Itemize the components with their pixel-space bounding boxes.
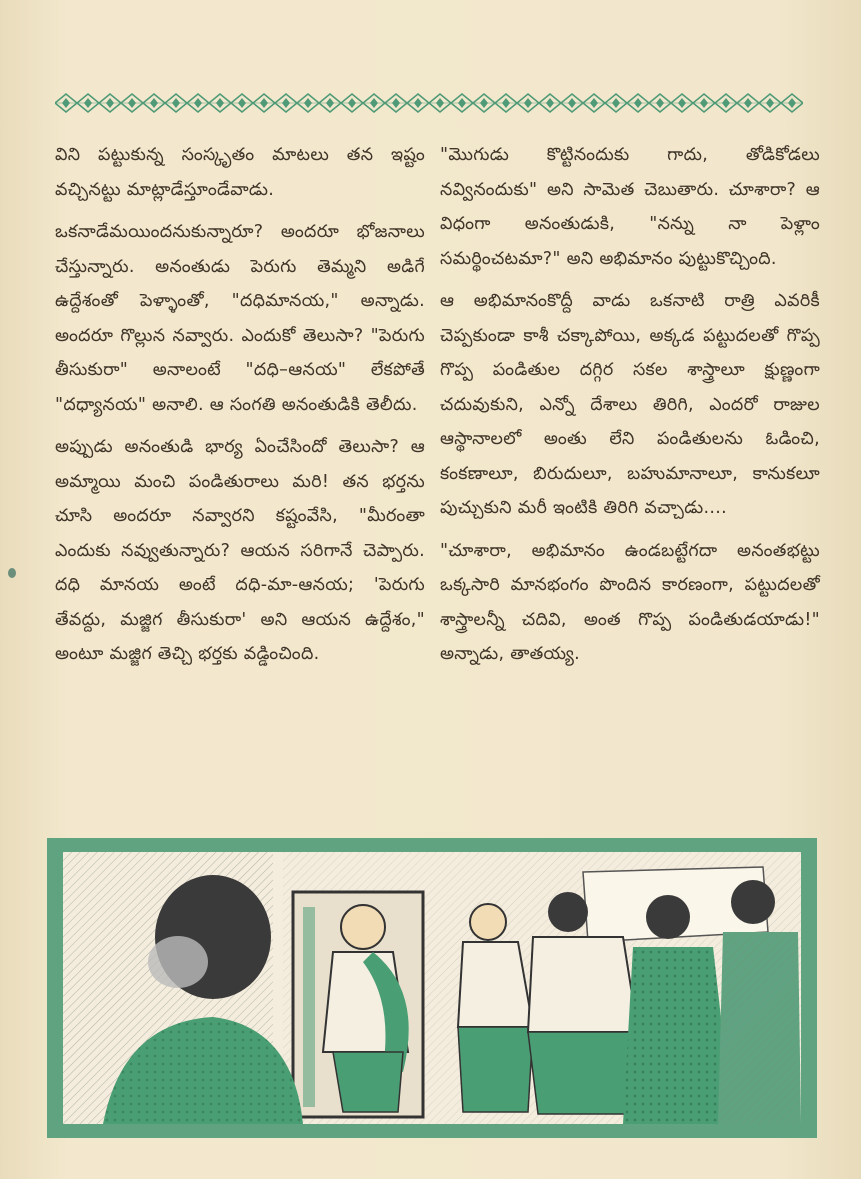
left-paragraph-3: అప్పుడు అనంతుడి భార్య ఏంచేసిందో తెలుసా? ఆ అమ్మాయి మంచి పండితురాలు మరి! తన భర్తను చూసి అందరూ నవ్వారని కష్టంవేసి, "మీరంతా ఎందుకు నవ్వుతున్నారు? ఆయన సరిగానే చెప్పారు. దధి మానయ అంటే దధి-మా-ఆనయ; 'పెరుగు తేవద్దు, మజ్జిగ తీసుకురా' అని ఆయన ఉద్దేశం," అంటూ మజ్జిగ తెచ్చి భర్తకు వడ్డించింది.	[55, 437, 425, 664]
border-pattern-icon	[55, 90, 803, 116]
left-text-column	[55, 138, 425, 680]
right-paragraph-2: ఆ అభిమానంకొద్దీ వాడు ఒకనాటి రాత్రి ఎవరికీ చెప్పకుండా కాశీ చక్కాపోయి, అక్కడ పట్టుదలతో గొప్ప గొప్ప పండితుల దగ్గిర సకల శాస్త్రాలూ క్షుణ్ణంగా చదువుకుని, ఎన్నో దేశాలు తిరిగి, ఎందరో రాజుల ఆస్థానాలలో అంతు లేని పండితులను ఓడించి, కంకణాలూ, బిరుదులూ, బహుమానాలూ, కానుకలూ పుచ్చుకుని మరీ ఇంటికి తిరిగి వచ్చాడు....	[440, 291, 820, 518]
right-paragraph-3: "చూశారా, అభిమానం ఉండబట్టేగదా అనంతభట్టు ఒక్కసారి మానభంగం పొందిన కారణంగా, పట్టుదలతో శాస్త్రాలన్నీ చదివి, అంత గొప్ప పండితుడయాడు!" అన్నాడు, తాతయ్య.	[440, 540, 820, 664]
illustration-frame	[47, 838, 817, 1138]
left-paragraph-1: విని పట్టుకున్న సంస్కృతం మాటలు తన ఇష్టం వచ్చినట్టు మాట్లాడేస్తూండేవాడు.	[55, 145, 425, 200]
illustration-scene-icon	[63, 852, 801, 1124]
decorative-border	[55, 90, 803, 116]
right-text-column	[440, 138, 820, 680]
page-mark	[8, 568, 16, 578]
right-paragraph-1: "మొగుడు కొట్టినందుకు గాదు, తోడికోడలు నవ్వినందుకు" అని సామెత చెబుతారు. చూశారా? ఆ విధంగా అనంతుడుకి, "నన్ను నా పెళ్లాం సమర్థించటమా?" అని అభిమానం పుట్టుకొచ్చింది.	[440, 145, 820, 269]
illustration-scene	[63, 852, 801, 1124]
left-paragraph-2: ఒకనాడేమయిందనుకున్నారూ? అందరూ భోజనాలు చేస్తున్నారు. అనంతుడు పెరుగు తెమ్మని అడిగే ఉద్దేశంతో పెళ్ళాంతో, "దధిమానయ," అన్నాడు. అందరూ గొల్లున నవ్వారు. ఎందుకో తెలుసా? "పెరుగు తీసుకురా" అనాలంటే "దధి–ఆనయ" లేకపోతే "దధ్యానయ" అనాలి. ఆ సంగతి అనంతుడికి తెలీదు.	[55, 222, 425, 415]
